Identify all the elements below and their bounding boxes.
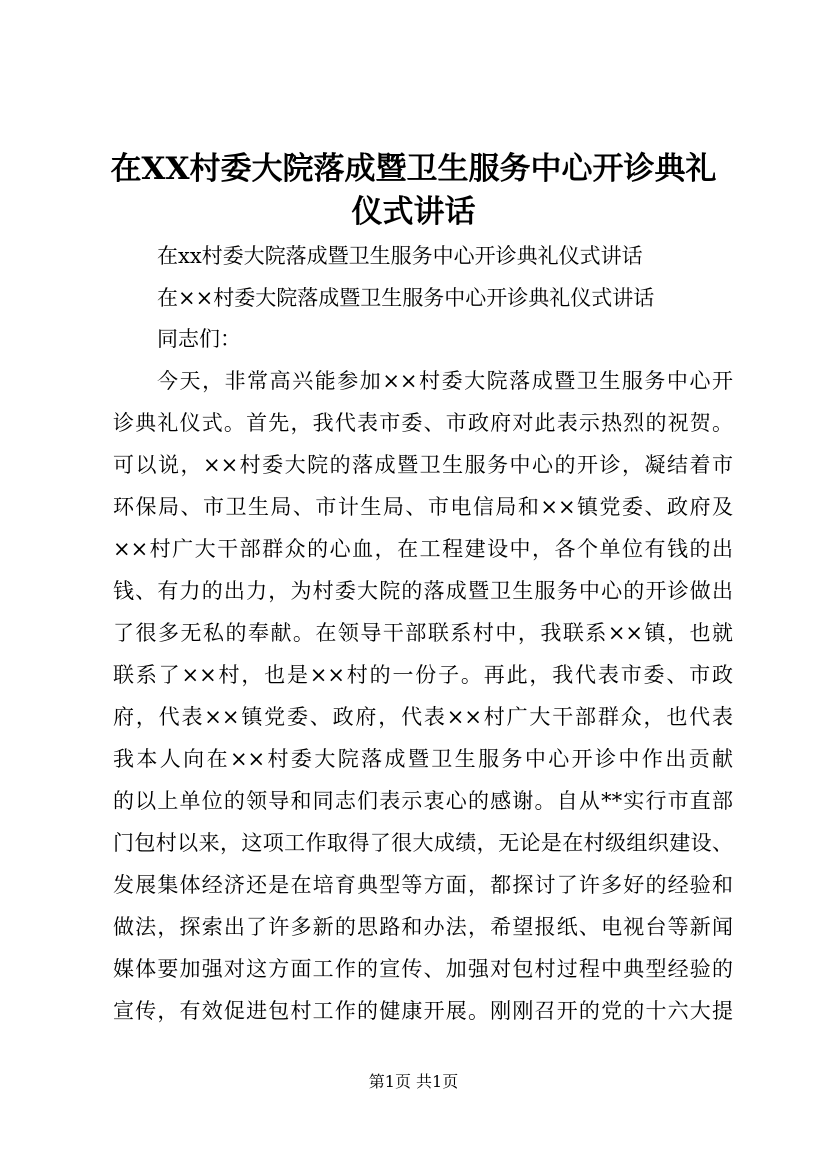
body-line: 可以说，××村委大院的落成暨卫生服务中心的开诊，凝结着市 — [113, 453, 733, 477]
body-line: 的以上单位的领导和同志们表示衷心的感谢。自从**实行市直部 — [113, 789, 733, 813]
body-line: 诊典礼仪式。首先，我代表市委、市政府对此表示热烈的祝贺。 — [113, 411, 733, 435]
page-number-footer: 第1页 共1页 — [368, 1072, 459, 1091]
body-line: 联系了××村，也是××村的一份子。再此，我代表市委、市政 — [113, 663, 733, 687]
subtitle-line-2: 在××村委大院落成暨卫生服务中心开诊典礼仪式讲话 — [157, 286, 655, 310]
body-line: ××村广大干部群众的心血，在工程建设中，各个单位有钱的出 — [113, 537, 733, 561]
greeting: 同志们： — [157, 327, 241, 351]
document-title-line-1: 在XX村委大院落成暨卫生服务中心开诊典礼 — [110, 151, 717, 187]
body-line: 宣传，有效促进包村工作的健康开展。刚刚召开的党的十六大提 — [113, 999, 733, 1023]
body-line: 我本人向在××村委大院落成暨卫生服务中心开诊中作出贡献 — [113, 747, 733, 771]
body-line: 发展集体经济还是在培育典型等方面，都探讨了许多好的经验和 — [113, 873, 733, 897]
subtitle-line-1: 在xx村委大院落成暨卫生服务中心开诊典礼仪式讲话 — [157, 244, 643, 268]
document-title-line-2: 仪式讲话 — [351, 194, 476, 230]
body-line: 门包村以来，这项工作取得了很大成绩，无论是在村级组织建设、 — [113, 831, 733, 855]
body-line: 今天，非常高兴能参加××村委大院落成暨卫生服务中心开 — [157, 369, 733, 393]
body-line: 府，代表××镇党委、政府，代表××村广大干部群众，也代表 — [113, 705, 733, 729]
body-line: 做法，探索出了许多新的思路和办法，希望报纸、电视台等新闻 — [113, 915, 733, 939]
body-line: 钱、有力的出力，为村委大院的落成暨卫生服务中心的开诊做出 — [113, 579, 733, 603]
body-line: 了很多无私的奉献。在领导干部联系村中，我联系××镇，也就 — [113, 621, 733, 645]
body-line: 媒体要加强对这方面工作的宣传、加强对包村过程中典型经验的 — [113, 957, 733, 981]
body-line: 环保局、市卫生局、市计生局、市电信局和××镇党委、政府及 — [113, 495, 733, 519]
